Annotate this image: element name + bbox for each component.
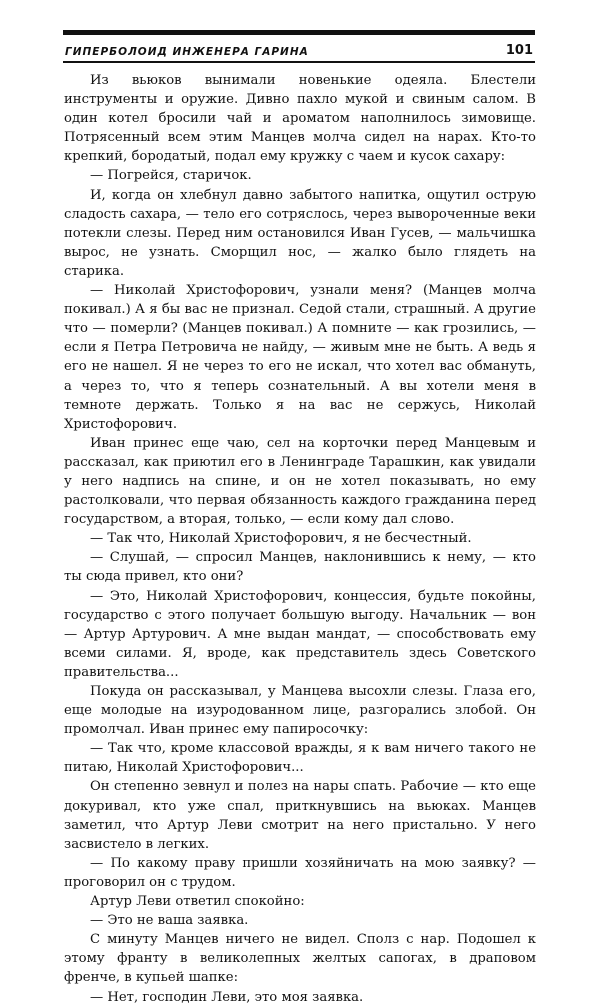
header-top-rule xyxy=(63,30,535,35)
paragraph: — Нет, господин Леви, это моя заявка. xyxy=(90,989,364,1005)
body-text xyxy=(64,71,536,1007)
paragraph: — Так что, Николай Христофорович, я не бесчестный. xyxy=(90,531,472,547)
paragraph: — По какому праву пришли хозяйничать на мою заявку? — проговорил он с трудом. xyxy=(64,855,536,890)
paragraph: — Это, Николай Христофорович, концессия, будьте покойны, государство с этого получает большую выгоду. Начальник — вон — Артур Артурович. А мне выдан мандат, — способствовать ему всеми силами. Я, вроде, как представитель здесь Советского правительства... xyxy=(64,588,536,680)
paragraph: — Это не ваша заявка. xyxy=(90,913,249,929)
page-number: 101 xyxy=(505,43,533,58)
paragraph: И, когда он хлебнул давно забытого напитка, ощутил острую сладость сахара, — тело его сотряслось, через вывороченные веки потекли слезы. Перед ним остановился Иван Гусев, — мальчишка вырос, не узнать. Сморщил нос, — жалко было глядеть на старика. xyxy=(64,187,536,279)
running-head-title: ГИПЕРБОЛОИД ИНЖЕНЕРА ГАРИНА xyxy=(65,46,309,58)
running-head xyxy=(65,40,533,58)
paragraph: — Слушай, — спросил Манцев, наклонившись к нему, — кто ты сюда привел, кто они? xyxy=(64,550,536,585)
paragraph: — Николай Христофорович, узнали меня? (Манцев молча покивал.) А я бы вас не признал. Седой стали, страшный. А другие что — померли? (Манцев покивал.) А помните — как грозились, — если я Петра Петровича не найду, — живым мне не быть. А ведь я его не нашел. Я не через то его не искал, что хотел вас обмануть, а через то, что я теперь сознательный. А вы хотели меня в темноте держать. Только я на вас не сержусь, Николай Христофорович. xyxy=(64,283,536,432)
paragraph: С минуту Манцев ничего не видел. Сполз с нар. Подошел к этому франту в великолепных желтых сапогах, в драповом френче, в купьей шапке: xyxy=(64,932,536,986)
paragraph: — Погрейся, старичок. xyxy=(90,168,252,184)
paragraph: — Так что, кроме классовой вражды, я к вам ничего такого не питаю, Николай Христофорович... xyxy=(64,741,536,776)
paragraph: Из вьюков вынимали новенькие одеяла. Блестели инструменты и оружие. Дивно пахло мукой и свиным салом. В один котел бросили чай и ароматом наполнилось зимовище. Потрясенный всем этим Манцев молча сидел на нарах. Кто-то крепкий, бородатый, подал ему кружку с чаем и кусок сахару: xyxy=(64,73,536,165)
paragraph: Покуда он рассказывал, у Манцева высохли слезы. Глаза его, еще молодые на изуродованном лице, разгорались злобой. Он промолчал. Иван принес ему папиросочку: xyxy=(64,684,536,738)
paragraph: Артур Леви ответил спокойно: xyxy=(90,894,305,910)
paragraph: Он степенно зевнул и полез на нары спать. Рабочие — кто еще докуривал, кто уже спал, приткнувшись на вьюках. Манцев заметил, что Артур Леви смотрит на него пристально. У него засвистело в легких. xyxy=(64,779,536,852)
paragraph: Иван принес еще чаю, сел на корточки перед Манцевым и рассказал, как приютил его в Ленинграде Тарашкин, как увидали у него надпись на спине, и он не хотел показывать, но ему растолковали, что первая обязанность каждого гражданина перед государством, а вторая, только, — если кому дал слово. xyxy=(64,435,536,528)
header-bottom-rule xyxy=(63,61,535,63)
